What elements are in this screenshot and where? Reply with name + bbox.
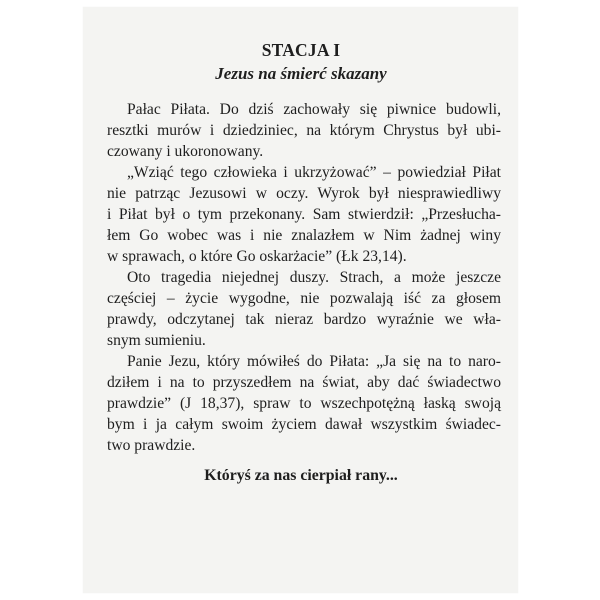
text-line: w sprawach, o które Go oskarżacie” (Łk 23,14). (107, 248, 407, 265)
text-line: Panie Jezu, który mówiłeś do Piłata: „Ja się na to naro- (127, 353, 501, 370)
text-line: Pałac Piłata. Do dziś zachowały się piwnice budowli, (127, 101, 501, 118)
text-line: czowany i ukoronowany. (107, 143, 264, 160)
station-subtitle: Jezus na śmierć skazany (215, 64, 387, 83)
text-line: nie patrząc Jezusowi w oczy. Wyrok był niesprawiedliwy (107, 185, 501, 202)
text-line: i Piłat był o tym przekonany. Sam stwierdził: „Przesłucha- (107, 206, 501, 223)
text-line: łem Go wobec was i nie znalazłem w Nim żadnej winy (107, 227, 501, 244)
text-line: dziłem i na to przyszedłem na świat, aby dać świadectwo (107, 374, 501, 391)
text-line: prawdzie” (J 18,37), spraw to wszechpotężną łaską swoją (107, 395, 501, 412)
station-title: STACJA I (261, 40, 341, 60)
text-line: Oto tragedia niejednej duszy. Strach, a może jeszcze (127, 269, 501, 286)
text-line: częściej – życie wygodne, nie pozwalają iść za głosem (107, 290, 501, 307)
text-line: prawdy, odczytanej tak nieraz bardzo wyraźnie we wła- (107, 311, 501, 328)
text-line: two prawdzie. (107, 437, 196, 454)
closing-prayer: Któryś za nas cierpiał rany... (204, 467, 398, 484)
text-line: snym sumieniu. (107, 332, 206, 349)
text-line: resztki murów i dziedziniec, na którym Chrystus był ubi- (107, 122, 501, 139)
text-line: bym i ja całym swoim życiem dawał wszystkim świadec- (107, 416, 501, 433)
text-line: „Wziąć tego człowieka i ukrzyżować” – powiedział Piłat (127, 164, 501, 181)
